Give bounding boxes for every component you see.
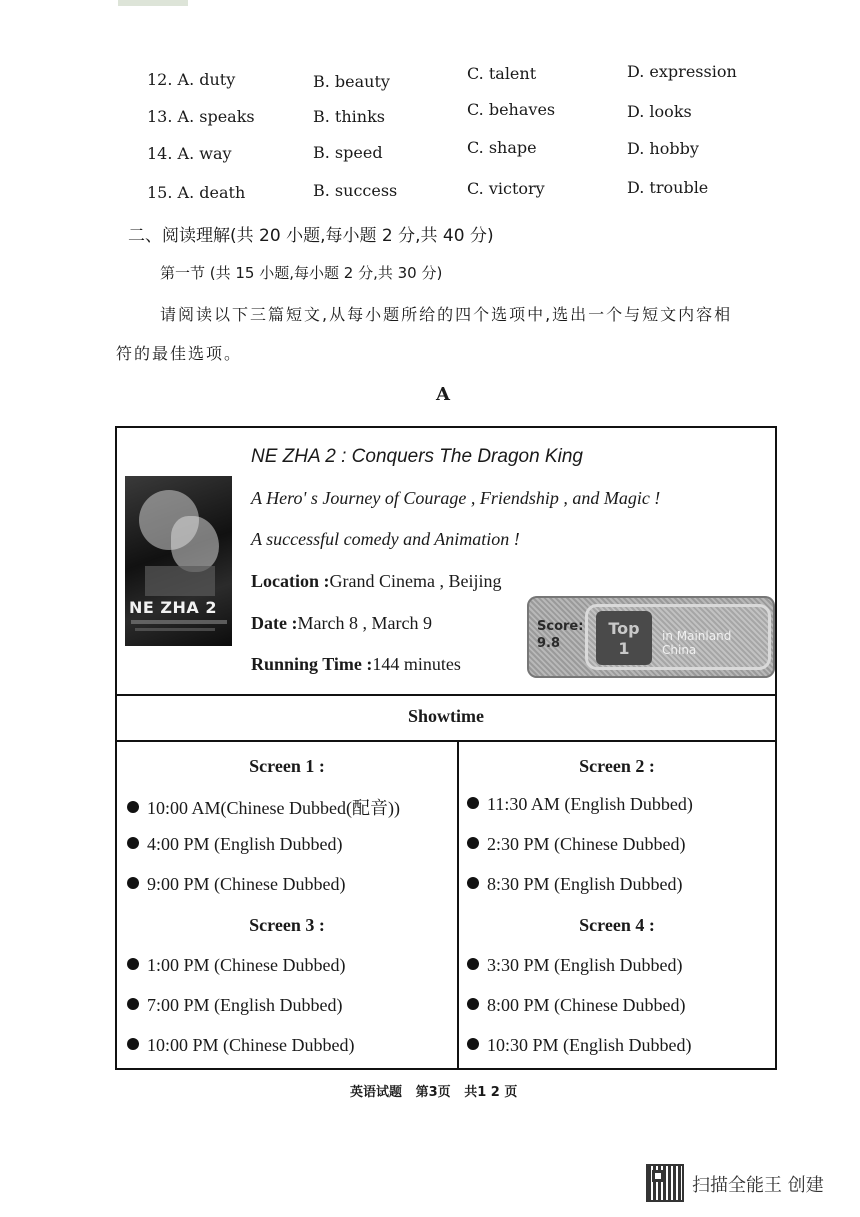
column-divider xyxy=(457,740,459,1068)
slot-text: 8:30 PM (English Dubbed) xyxy=(487,874,683,894)
location-label: Location : xyxy=(251,571,330,591)
slot-text: 2:30 PM (Chinese Dubbed) xyxy=(487,834,686,854)
bullet-icon xyxy=(127,837,139,849)
option-14-d: D. hobby xyxy=(627,139,699,158)
screen-4-slot-1 xyxy=(467,955,683,976)
date-value: March 8 , March 9 xyxy=(297,613,432,633)
bullet-icon xyxy=(127,1038,139,1050)
slot-text: 10:00 AM(Chinese Dubbed(配音)) xyxy=(147,798,400,818)
top-label: Top xyxy=(608,619,640,638)
qr-code-icon xyxy=(646,1164,684,1202)
option-14-b: B. speed xyxy=(313,143,383,162)
score-value: 9.8 xyxy=(537,636,561,651)
page-footer: 英语试题 第3页 共1 2 页 xyxy=(350,1085,518,1100)
section-title: 二、阅读理解(共 20 小题,每小题 2 分,共 40 分) xyxy=(128,226,494,246)
slot-text: 10:00 PM (Chinese Dubbed) xyxy=(147,1035,355,1055)
bullet-icon xyxy=(127,998,139,1010)
tagline-2: A successful comedy and Animation ! xyxy=(251,529,520,549)
slot-text: 3:30 PM (English Dubbed) xyxy=(487,955,683,975)
ranking-frame xyxy=(585,604,771,670)
ranking-box xyxy=(596,611,652,665)
bullet-icon xyxy=(127,801,139,813)
screen-2-slot-2 xyxy=(467,834,685,855)
scan-smudge xyxy=(118,0,188,6)
option-12-d: D. expression xyxy=(627,62,737,81)
bullet-icon xyxy=(467,1038,479,1050)
bullet-icon xyxy=(467,958,479,970)
option-13-a: 13. A. speaks xyxy=(147,107,255,126)
top-value: 1 xyxy=(618,639,630,658)
ad-header xyxy=(117,428,775,696)
scanner-watermark: 扫描全能王 创建 xyxy=(692,1175,824,1196)
screen-3-slot-1 xyxy=(127,955,345,976)
screen-4-slot-2 xyxy=(467,995,685,1016)
option-13-d: D. looks xyxy=(627,102,692,121)
slot-text: 9:00 PM (Chinese Dubbed) xyxy=(147,874,346,894)
option-13-c: C. behaves xyxy=(467,100,556,119)
poster-title: NE ZHA 2 xyxy=(129,598,217,617)
runtime-line xyxy=(251,654,461,675)
screen-1-slot-1 xyxy=(127,794,400,820)
bullet-icon xyxy=(467,837,479,849)
score-text xyxy=(537,618,583,652)
option-14-a: 14. A. way xyxy=(147,144,232,163)
movie-title: NE ZHA 2 : Conquers The Dragon King xyxy=(251,446,583,467)
tagline-1: A Hero' s Journey of Courage , Friendship , and Magic ! xyxy=(251,488,661,508)
bullet-icon xyxy=(467,877,479,889)
slot-text: 10:30 PM (English Dubbed) xyxy=(487,1035,692,1055)
bullet-icon xyxy=(127,877,139,889)
bullet-icon xyxy=(127,958,139,970)
showtime-header xyxy=(117,694,775,742)
part-title: 第一节 (共 15 小题,每小题 2 分,共 30 分) xyxy=(160,264,443,282)
screen-3-slot-2 xyxy=(127,995,343,1016)
instruction-line-1: 请阅读以下三篇短文,从每小题所给的四个选项中,选出一个与短文内容相 xyxy=(160,305,733,324)
option-12-c: C. talent xyxy=(467,64,537,83)
slot-text: 1:00 PM (Chinese Dubbed) xyxy=(147,955,346,975)
option-15-b: B. success xyxy=(313,181,398,200)
runtime-value: 144 minutes xyxy=(372,654,461,674)
slot-text: 7:00 PM (English Dubbed) xyxy=(147,995,343,1015)
movie-poster-image xyxy=(125,476,232,646)
screen-3-heading: Screen 3 : xyxy=(249,915,325,935)
option-15-d: D. trouble xyxy=(627,178,709,197)
screen-1-heading: Screen 1 : xyxy=(249,756,325,776)
slot-text: 11:30 AM (English Dubbed) xyxy=(487,794,693,814)
score-badge xyxy=(527,596,775,678)
movie-ad xyxy=(115,426,777,1070)
region-text: in Mainland China xyxy=(662,629,732,657)
option-15-c: C. victory xyxy=(467,179,545,198)
screen-3-slot-3 xyxy=(127,1035,354,1056)
instruction-line-2: 符的最佳选项。 xyxy=(116,344,243,363)
passage-letter: A xyxy=(436,384,450,405)
location-value: Grand Cinema , Beijing xyxy=(329,571,502,591)
screen-4-slot-3 xyxy=(467,1035,692,1056)
showtime-grid xyxy=(117,740,775,1068)
option-15-a: 15. A. death xyxy=(147,183,246,202)
date-line xyxy=(251,613,432,634)
screen-1-slot-2 xyxy=(127,834,343,855)
location-line xyxy=(251,571,501,592)
screen-2-heading: Screen 2 : xyxy=(579,756,655,776)
showtime-label: Showtime xyxy=(408,706,484,726)
option-12-a: 12. A. duty xyxy=(147,70,236,89)
option-14-c: C. shape xyxy=(467,138,537,157)
runtime-label: Running Time : xyxy=(251,654,373,674)
bullet-icon xyxy=(467,998,479,1010)
screen-2-slot-1 xyxy=(467,794,693,815)
date-label: Date : xyxy=(251,613,298,633)
screen-1-slot-3 xyxy=(127,874,345,895)
option-13-b: B. thinks xyxy=(313,107,385,126)
bullet-icon xyxy=(467,797,479,809)
slot-text: 8:00 PM (Chinese Dubbed) xyxy=(487,995,686,1015)
screen-2-slot-3 xyxy=(467,874,683,895)
screen-4-heading: Screen 4 : xyxy=(579,915,655,935)
option-12-b: B. beauty xyxy=(313,72,390,91)
score-label: Score: xyxy=(537,619,584,634)
slot-text: 4:00 PM (English Dubbed) xyxy=(147,834,343,854)
